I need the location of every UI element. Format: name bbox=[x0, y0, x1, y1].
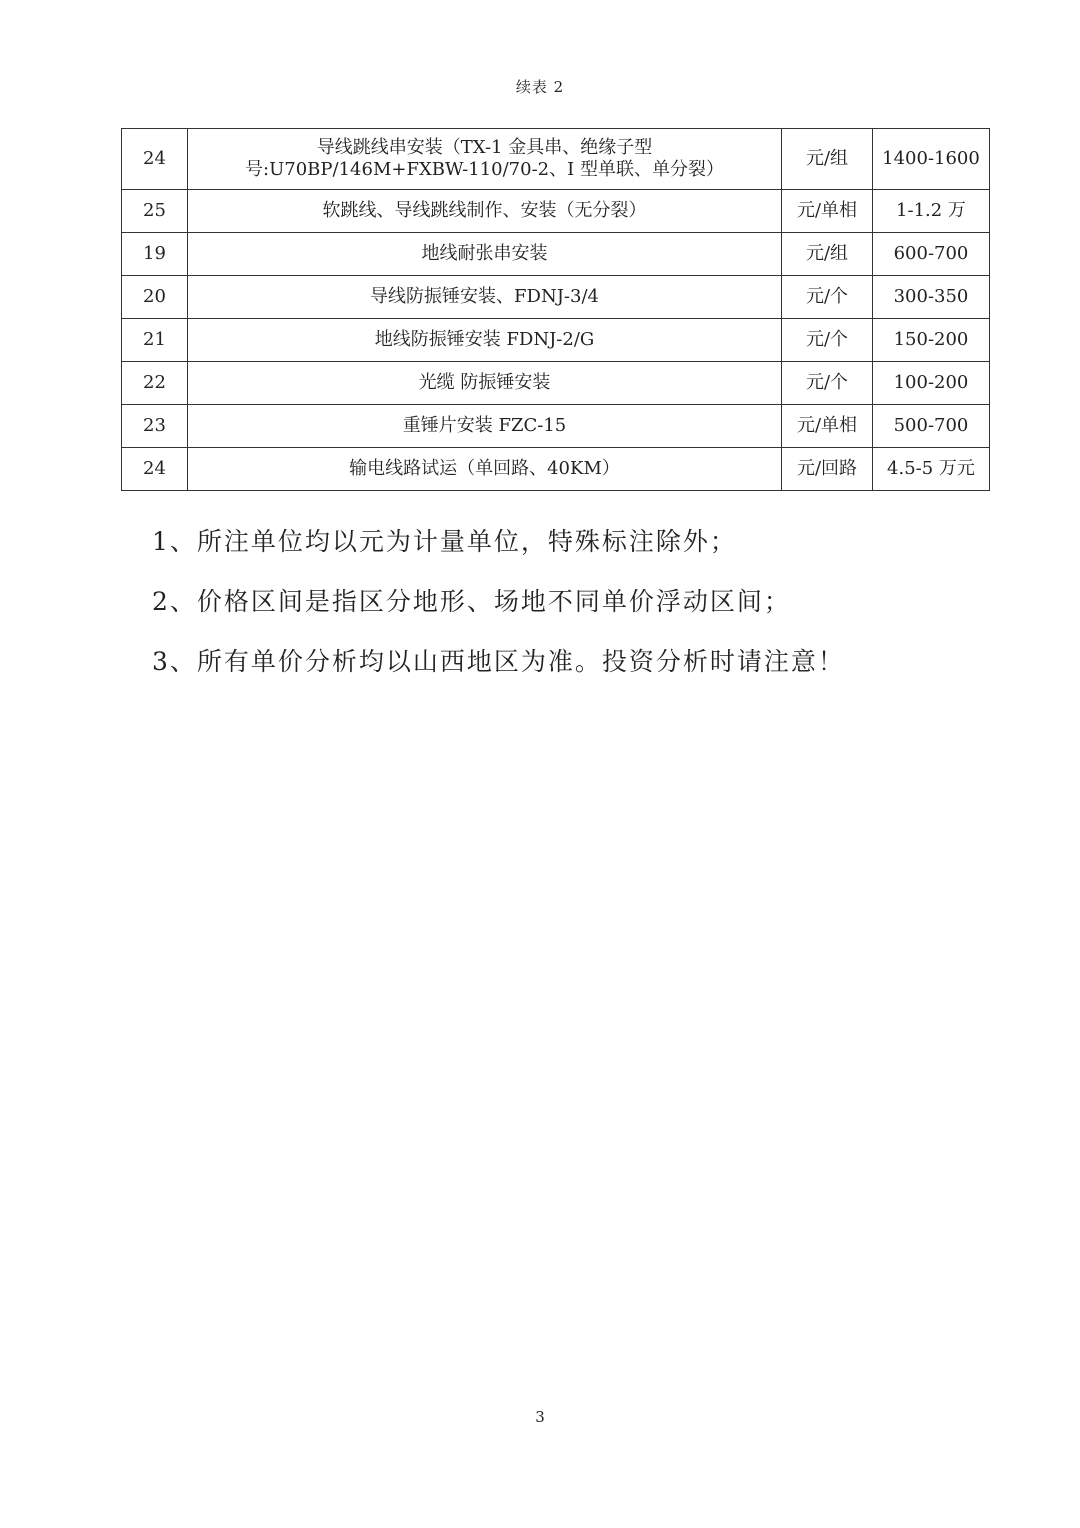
table-row bbox=[122, 362, 990, 405]
table-row bbox=[122, 319, 990, 362]
note-item: 3、所有单价分析均以山西地区为准。投资分析时请注意！ bbox=[152, 647, 845, 676]
row-number: 21 bbox=[122, 319, 188, 362]
table-row bbox=[122, 233, 990, 276]
row-unit: 元/回路 bbox=[782, 448, 873, 491]
row-item: 重锤片安装 FZC-15 bbox=[188, 405, 782, 448]
row-item-line: 导线跳线串安装（TX-1 金具串、绝缘子型 bbox=[316, 137, 653, 158]
row-price: 1-1.2 万 bbox=[873, 190, 990, 233]
table-caption: 续表 2 bbox=[515, 78, 565, 96]
table-row bbox=[122, 448, 990, 491]
row-unit: 元/个 bbox=[782, 276, 873, 319]
row-unit: 元/组 bbox=[782, 129, 873, 190]
page-number: 3 bbox=[535, 1408, 545, 1426]
row-number: 22 bbox=[122, 362, 188, 405]
row-item bbox=[188, 129, 782, 190]
table-row bbox=[122, 405, 990, 448]
row-number: 24 bbox=[122, 129, 188, 190]
row-unit: 元/单相 bbox=[782, 405, 873, 448]
row-unit: 元/个 bbox=[782, 362, 873, 405]
row-number: 24 bbox=[122, 448, 188, 491]
price-table bbox=[121, 128, 990, 491]
row-price: 500-700 bbox=[873, 405, 990, 448]
table-row bbox=[122, 190, 990, 233]
row-item: 软跳线、导线跳线制作、安装（无分裂） bbox=[188, 190, 782, 233]
row-price: 150-200 bbox=[873, 319, 990, 362]
row-number: 20 bbox=[122, 276, 188, 319]
row-item-line: 号:U70BP/146M+FXBW-110/70-2、I 型单联、单分裂） bbox=[245, 159, 724, 180]
row-price: 100-200 bbox=[873, 362, 990, 405]
table-row bbox=[122, 276, 990, 319]
row-price: 1400-1600 bbox=[873, 129, 990, 190]
note-item: 1、所注单位均以元为计量单位，特殊标注除外； bbox=[152, 527, 737, 556]
note-item: 2、价格区间是指区分地形、场地不同单价浮动区间； bbox=[152, 587, 791, 616]
row-number: 25 bbox=[122, 190, 188, 233]
row-item: 导线防振锤安装、FDNJ-3/4 bbox=[188, 276, 782, 319]
row-number: 23 bbox=[122, 405, 188, 448]
row-unit: 元/单相 bbox=[782, 190, 873, 233]
row-item: 光缆 防振锤安装 bbox=[188, 362, 782, 405]
row-number: 19 bbox=[122, 233, 188, 276]
row-item: 地线防振锤安装 FDNJ-2/G bbox=[188, 319, 782, 362]
row-item: 输电线路试运（单回路、40KM） bbox=[188, 448, 782, 491]
row-item: 地线耐张串安装 bbox=[188, 233, 782, 276]
row-price: 300-350 bbox=[873, 276, 990, 319]
row-price: 4.5-5 万元 bbox=[873, 448, 990, 491]
row-price: 600-700 bbox=[873, 233, 990, 276]
notes-section bbox=[152, 512, 1032, 692]
table-row bbox=[122, 129, 990, 190]
row-unit: 元/组 bbox=[782, 233, 873, 276]
row-unit: 元/个 bbox=[782, 319, 873, 362]
